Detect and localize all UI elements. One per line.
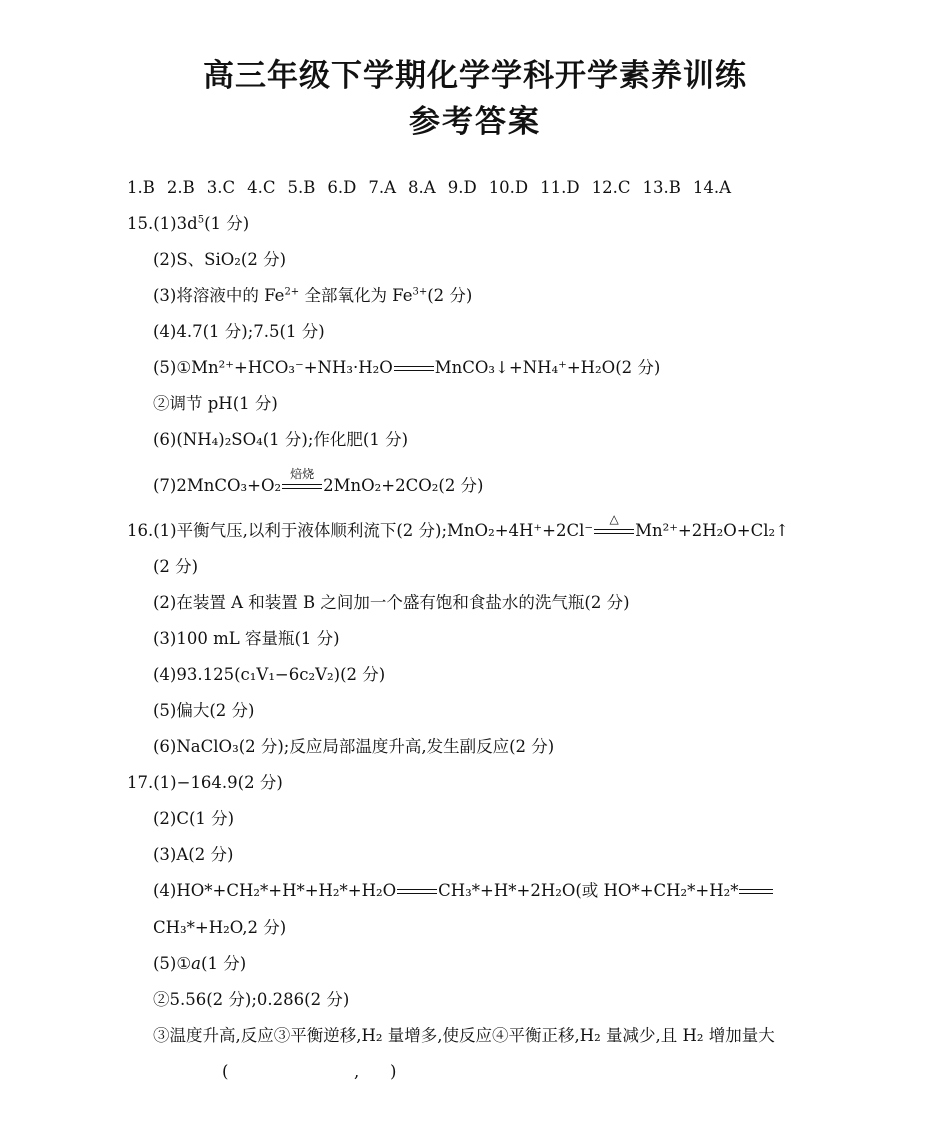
equals-sign <box>594 511 634 536</box>
answer-item: 9.D <box>447 178 477 197</box>
equals-sign <box>282 466 322 491</box>
q15-line-2: (2)S、SiO₂(2 分) <box>153 250 287 269</box>
page-marker-comma: , <box>354 1062 360 1081</box>
q16-line-4: (3)100 mL 容量瓶(1 分) <box>153 629 340 648</box>
q17-line-6: (5)①a(1 分) <box>153 954 247 973</box>
answer-item: 7.A <box>368 178 397 197</box>
answer-item: 3.C <box>206 178 236 197</box>
answer-item: 4.C <box>247 178 276 197</box>
document-title: 高三年级下学期化学学科开学素养训练 <box>203 58 747 94</box>
answer-item: 1.B <box>127 178 155 197</box>
q15-line-3: (3)将溶液中的 $Fe^{2+}$ 全部氧化为 $Fe^{3+}(2$ 分) <box>153 286 473 305</box>
q16-line-5: (4)93.125(c₁V₁−6c₂V₂)(2 分) <box>153 665 386 684</box>
answer-item: 12.C <box>591 178 631 197</box>
q17-line-8: ③温度升高,反应③平衡逆移,H₂ 量增多,使反应④平衡正移,H₂ 量减少,且 H₂ 增加量大 <box>153 1026 775 1045</box>
q16-line-6: (5)偏大(2 分) <box>153 701 255 720</box>
q17-line-4: (4)HO*+CH₂*+H*+H₂*+H₂O CH₃*+H*+2H₂O(或 HO*+CH₂*+H₂* <box>153 880 774 902</box>
q17-line-5: CH₃*+H₂O,2 分) <box>153 918 287 937</box>
reaction-condition: △ <box>609 511 619 526</box>
page-marker-left-paren: ( <box>222 1062 229 1081</box>
q15-line-6: ②调节 pH(1 分) <box>153 394 278 413</box>
answer-item: 5.B <box>287 178 316 197</box>
equals-sign <box>397 888 437 896</box>
q16-line-1: 16.(1)平衡气压,以利于液体顺利流下(2 分);MnO₂+4H⁺+2Cl⁻ △ Mn²⁺+2H₂O+Cl₂↑ <box>127 520 789 542</box>
q17-line-2: (2)C(1 分) <box>153 809 235 828</box>
q16-line-2: (2 分) <box>153 557 199 576</box>
page-marker-right-paren: ) <box>390 1062 397 1081</box>
q15-line-5: (5)①Mn²⁺+HCO₃⁻+NH₃·H₂O MnCO₃↓+NH₄⁺+H₂O(2 分) <box>153 358 661 377</box>
answer-item: 14.A <box>692 178 732 197</box>
answer-item: 6.D <box>327 178 357 197</box>
q15-line-7: (6)(NH₄)₂SO₄(1 分);作化肥(1 分) <box>153 430 409 449</box>
q15-line-8: (7)2MnCO₃+O₂ 焙烧 2MnO₂+2CO₂(2 分) <box>153 475 484 497</box>
q16-line-3: (2)在装置 A 和装置 B 之间加一个盛有饱和食盐水的洗气瓶(2 分) <box>153 593 630 612</box>
document-subtitle: 参考答案 <box>409 104 541 140</box>
q17-line-7: ②5.56(2 分);0.286(2 分) <box>153 990 350 1009</box>
answer-item: 10.D <box>488 178 529 197</box>
answer-item: 8.A <box>408 178 436 197</box>
answer-item: 11.D <box>540 178 580 197</box>
q15-line-1: $15.(1)3d^5(1$ 分) <box>127 214 250 233</box>
multiple-choice-answers <box>127 177 743 199</box>
q17-line-3: (3)A(2 分) <box>153 845 234 864</box>
q17-line-1: 17.(1)−164.9(2 分) <box>127 773 283 792</box>
answer-item: 2.B <box>166 178 195 197</box>
q15-line-4: (4)4.7(1 分);7.5(1 分) <box>153 322 325 341</box>
reaction-condition: 焙烧 <box>290 466 315 481</box>
equals-sign <box>739 888 773 896</box>
q16-line-7: (6)NaClO₃(2 分);反应局部温度升高,发生副反应(2 分) <box>153 737 555 756</box>
equals-sign <box>394 365 434 373</box>
answer-item: 13.B <box>642 178 681 197</box>
